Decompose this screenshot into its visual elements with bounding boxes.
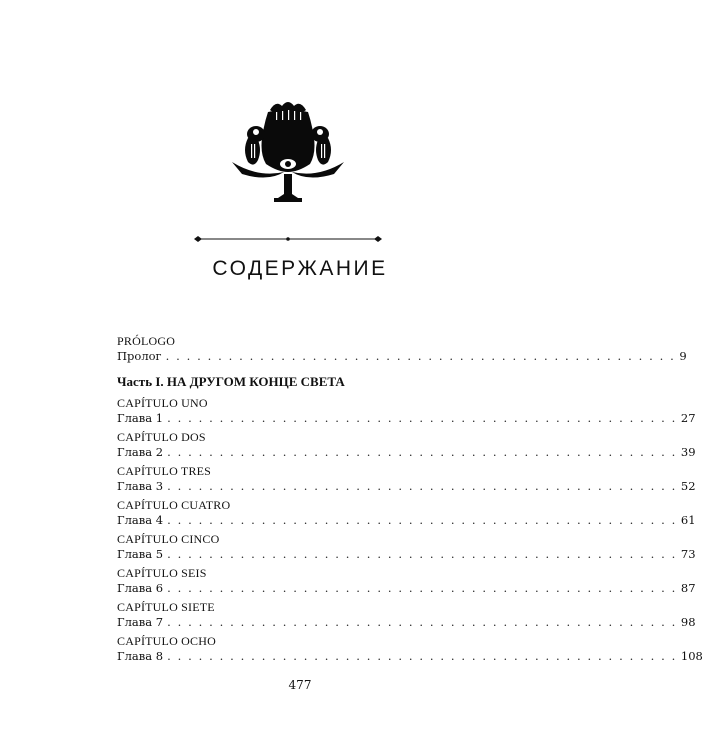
toc-section-label: CAPÍTULO CUATRO [117,498,231,512]
toc-entry-title: Пролог [117,349,162,363]
toc-page-number: 98 [680,615,696,629]
toc-leader-dots: . . . . . . . . . . . . . . . . . . . . . . . . . . . . . . . . . . . . . . . . . . . . . . . . . [167,411,677,425]
toc-leader-dots: . . . . . . . . . . . . . . . . . . . . . . . . . . . . . . . . . . . . . . . . . . . . . . . . . [167,615,677,629]
toc-entry-title: Глава 8 [117,649,164,663]
toc-section-label: CAPÍTULO SIETE [117,600,215,614]
toc-section-label: CAPÍTULO DOS [117,430,206,444]
toc-section-label: CAPÍTULO CINCO [117,532,220,546]
toc-entry-title: Глава 6 [117,581,164,595]
toc-page-number: 61 [680,513,696,527]
toc-chapter [117,600,696,630]
toc-leader-dots: . . . . . . . . . . . . . . . . . . . . . . . . . . . . . . . . . . . . . . . . . . . . . . . . . [167,649,677,663]
toc-page-number: 39 [680,445,696,459]
toc-page-number: 87 [680,581,696,595]
egyptian-ornament-icon [228,98,348,203]
toc-entry[interactable] [117,580,696,596]
toc-entry[interactable] [117,512,696,528]
toc-page-number: 73 [680,547,696,561]
toc-entry[interactable] [117,348,687,364]
toc-section-label: CAPÍTULO OCHO [117,634,216,648]
toc-chapter [117,566,696,596]
toc-chapter [117,396,696,426]
toc-section-label: CAPÍTULO TRES [117,464,212,478]
toc-section-label: PRÓLOGO [117,334,176,348]
toc-leader-dots: . . . . . . . . . . . . . . . . . . . . . . . . . . . . . . . . . . . . . . . . . . . . . . . . . [167,581,677,595]
toc-entry-title: Глава 2 [117,445,164,459]
toc-chapter [117,430,696,460]
toc-leader-dots: . . . . . . . . . . . . . . . . . . . . . . . . . . . . . . . . . . . . . . . . . . . . . . . . . [167,479,677,493]
toc-leader-dots: . . . . . . . . . . . . . . . . . . . . . . . . . . . . . . . . . . . . . . . . . . . . . . . . . [165,349,676,363]
toc-entry[interactable] [117,410,696,426]
toc-chapter [117,532,696,562]
toc-entry-title: Глава 7 [117,615,164,629]
toc-chapter [117,464,696,494]
toc-entry[interactable] [117,546,696,562]
toc-leader-dots: . . . . . . . . . . . . . . . . . . . . . . . . . . . . . . . . . . . . . . . . . . . . . . . . . [167,445,677,459]
toc-entry[interactable] [117,648,703,664]
toc-prologue [117,334,687,364]
toc-chapter [117,634,703,664]
toc-entry-title: Глава 4 [117,513,164,527]
toc-entry-title: Глава 3 [117,479,164,493]
toc-leader-dots: . . . . . . . . . . . . . . . . . . . . . . . . . . . . . . . . . . . . . . . . . . . . . . . . . [167,547,677,561]
toc-entry-title: Глава 5 [117,547,164,561]
toc-entry[interactable] [117,614,696,630]
toc-entry-title: Глава 1 [117,411,164,425]
toc-entry[interactable] [117,444,696,460]
toc-page-number: 27 [680,411,696,425]
page-number: 477 [288,678,312,692]
toc-entry[interactable] [117,478,696,494]
toc-section-label: CAPÍTULO UNO [117,396,208,410]
toc-page-number: 9 [679,349,687,363]
toc-chapter [117,498,696,528]
toc-section-label: CAPÍTULO SEIS [117,566,207,580]
toc-page-number: 52 [680,479,696,493]
table-of-contents [117,334,703,668]
toc-page-number: 108 [680,649,703,663]
decorative-rule-icon [192,233,384,245]
page-title: СОДЕРЖАНИЕ [212,257,388,280]
toc-leader-dots: . . . . . . . . . . . . . . . . . . . . . . . . . . . . . . . . . . . . . . . . . . . . . . . . . [167,513,677,527]
part-heading: Часть I. НА ДРУГОМ КОНЦЕ СВЕТА [117,374,345,389]
